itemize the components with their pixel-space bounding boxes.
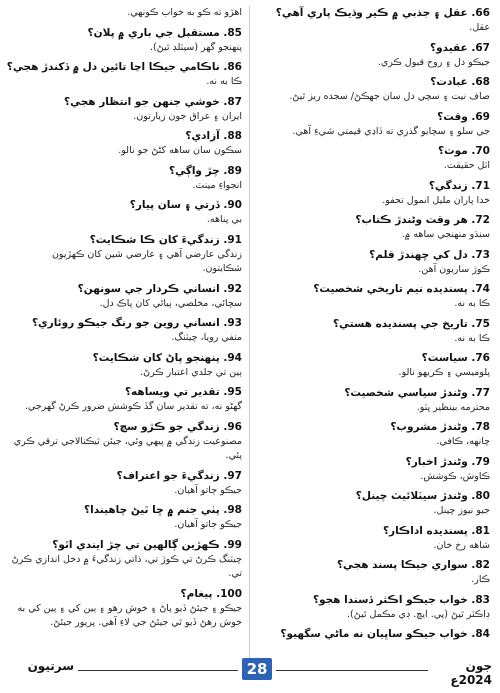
answer: پلوميسي ۽ ڪريهو نالو. — [398, 367, 490, 378]
question: 92. انساني ڪردار جي سونهن؟ — [77, 282, 242, 295]
answer: ايران ۽ عراق جون زيارتون. — [133, 110, 242, 122]
answer: ٻين تي جلدي اعتبار ڪرڻ. — [140, 366, 242, 378]
qa-item — [10, 129, 242, 159]
answer: ڪار. — [471, 574, 490, 585]
qa-item — [258, 593, 490, 623]
answer: جيو نيوز چينل. — [433, 505, 490, 516]
question: 95. تقدير تي ويساهه؟ — [124, 386, 242, 398]
qa-item — [10, 26, 242, 56]
qa-item — [10, 420, 242, 464]
qa-item — [258, 317, 490, 347]
question: 93. انساني روين جو رنگ جيڪو روئاري؟ — [31, 317, 242, 329]
qa-item — [258, 489, 490, 519]
answer: ڪا به نه. — [454, 332, 490, 344]
qa-item — [258, 179, 490, 209]
answer: سڪون سان ساهه کڻڻ جو نالو. — [118, 145, 242, 156]
qa-item — [10, 198, 242, 228]
answer: شاهه رخ خان. — [433, 539, 490, 551]
qa-item — [258, 351, 490, 381]
answer: محترمه بينظير ڀٽو. — [416, 401, 490, 413]
question: 99. ڪهڙين ڳالهين تي چڙ ايندي اٿو؟ — [52, 538, 242, 551]
qa-item — [10, 164, 242, 194]
qa-item — [258, 6, 490, 36]
qa-item — [10, 587, 242, 631]
issue-date: جون 2024ع — [450, 659, 492, 687]
question: 78. وڻندڙ مشروب؟ — [390, 421, 490, 433]
answer: جيڪو دل ۽ روح قبول ڪري. — [377, 56, 490, 68]
qa-item — [10, 351, 242, 381]
qa-item — [258, 455, 490, 485]
question: 75. تاريخ جي پسنديده هستي؟ — [332, 317, 490, 330]
question: 79. وڻندڙ اخبار؟ — [405, 455, 490, 468]
qa-item — [258, 282, 490, 312]
qa-item — [10, 316, 242, 346]
answer: خدا پاران مليل انمول تحفو. — [382, 194, 490, 206]
question: 89. چڙ واڳي؟ — [169, 164, 242, 177]
qa-item — [10, 6, 242, 21]
answer: بي پناهه. — [206, 214, 242, 225]
qa-item — [258, 75, 490, 105]
qa-item — [10, 469, 242, 499]
question: 76. سياست؟ — [421, 352, 490, 364]
answer: ڪوڙ ساريون آهن. — [418, 263, 490, 275]
qa-item — [258, 213, 490, 243]
magazine-name: سرتيون — [27, 659, 74, 673]
question: 85. مستقبل جي باري ۾ پلان؟ — [87, 26, 242, 39]
question: 67. عقيدو؟ — [430, 41, 490, 54]
question: 96. زندگي جو ڪڙو سچ؟ — [113, 420, 242, 433]
question: 77. وڻندڙ سياسي شخصيت؟ — [344, 386, 490, 399]
answer: جيڪو ڄاتو آهيان. — [174, 519, 242, 530]
answer: سچائي، مخلصي، ٻيائي کان پاڪ دل. — [99, 297, 242, 309]
question: 87. خوشي جنهن جو انتظار هجي؟ — [64, 95, 242, 108]
answer: منفي رويا، چيٽنگ. — [171, 332, 242, 343]
answer: جيڪو ڄاتو آهيان. — [174, 484, 242, 496]
page-number: 28 — [242, 658, 272, 680]
question: 84. خواب جيڪو ساڀيان نه ماڻي سگهيو؟ — [280, 628, 490, 640]
answer: جيڪو ۽ جيئڻ ڏيو پاڻ ۽ خوش رهو ۽ ٻين کي ۽ ٻين کي به خوش رهڻ ڏيو ٿي جيئڻ جي لاءِ آهي. پريور جيئڻ. — [17, 602, 242, 628]
question: 71. زندگي؟ — [428, 179, 490, 192]
column-divider — [249, 6, 250, 658]
qa-item — [10, 282, 242, 312]
answer: انجواءِ مينٽ. — [192, 179, 242, 191]
question: 88. آزادي؟ — [185, 130, 242, 142]
qa-item — [10, 538, 242, 582]
answer: ڪاوش، ڪوشش. — [420, 470, 490, 482]
question: 81. پسنديده اداڪار؟ — [382, 524, 490, 537]
answer: زندگي عارضي آهي ۽ عارضي شين کان ڪهڙيون شڪايتون. — [51, 248, 242, 274]
question: 68. عبادت؟ — [430, 76, 490, 88]
qa-item — [10, 503, 242, 533]
answer: جي سلو ۽ سچايو گذري ته ڏاڍي قيمتي شيءِ آهي. — [292, 125, 490, 137]
answer: گهڻو نه، ته تقدير سان گڏ ڪوشش ضرور ڪرڻ گهرجي. — [24, 401, 242, 412]
answer: عقل. — [469, 22, 490, 33]
qa-item — [258, 41, 490, 71]
question: 80. وڻندڙ سيٽلائيٽ چينل؟ — [355, 490, 490, 502]
question: 100. پيغام؟ — [180, 587, 242, 600]
question: 97. زندگيءَ جو اعتراف؟ — [116, 469, 242, 482]
qa-item — [258, 386, 490, 416]
qa-item — [258, 110, 490, 140]
answer: صاف نيت ۽ سچي دل سان جهڪڻ/ سجده ريز ٿيڻ. — [289, 91, 490, 102]
answer: مصنوعيت زندگي ۾ پيهي وئي، جيئن ٽيڪنالاجي ترقي ڪري پئي. — [13, 435, 242, 461]
answer: اهڙو ته ڪو به خواب ڪونهي. — [127, 7, 242, 18]
answer: اٽل حقيقت. — [443, 160, 490, 171]
question: 98. پٺي جنم ۾ ڇا ٿيڻ چاهيندا؟ — [84, 504, 242, 516]
answer: چانهه، ڪافي. — [436, 436, 490, 447]
answer: ڪا به نه. — [206, 76, 242, 87]
page-footer — [8, 656, 492, 686]
qa-item — [258, 420, 490, 450]
question: 69. وقت؟ — [437, 110, 490, 123]
answer: چيٽنگ ڪرڻ تي ڪوڙ تي، ذاتي زندگيءَ ۾ دخل اندازي ڪرڻ تي. — [11, 553, 242, 579]
footer-rule-right — [276, 670, 428, 671]
left-column — [6, 6, 242, 636]
question: 82. سواري جيڪا پسند هجي؟ — [336, 559, 490, 571]
qa-item — [258, 558, 490, 588]
answer: ڪا به نه. — [454, 298, 490, 309]
qa-item — [6, 60, 242, 90]
answer: پنهنجو گهر (سيٽلڊ ٿيڻ). — [150, 41, 242, 53]
question: 74. پسنديده نيم تاريخي شخصيت؟ — [313, 283, 490, 295]
answer: سنڌو منهنجي ساهه ۾. — [401, 229, 490, 240]
qa-item — [258, 144, 490, 174]
footer-rule-left — [78, 670, 238, 671]
question: 72. هر وقت وڻندڙ ڪتاب؟ — [355, 214, 490, 226]
question: 73. دل کي ڇهندڙ قلم؟ — [369, 248, 490, 261]
qa-item — [258, 627, 490, 642]
question: 86. ناڪامي جيڪا اڃا تائين دل ۾ ڏکندڙ هجي؟ — [6, 61, 242, 73]
answer: ڊاڪٽر ٿيڻ (پي. ايڇ. ڊي مڪمل ٿيڻ). — [347, 608, 490, 620]
question: 94. پنهنجو پاڻ کان شڪايت؟ — [92, 351, 242, 364]
qa-item — [10, 95, 242, 125]
question: 70. موت؟ — [438, 145, 490, 157]
right-column — [258, 6, 490, 642]
question: 66. عقل ۽ جذبي ۾ ڪير وڌيڪ پاري آهي؟ — [275, 7, 490, 19]
question: 83. خواب جيڪو اڪثر ڏسندا هجو؟ — [312, 593, 490, 606]
qa-item — [258, 248, 490, 278]
qa-item — [10, 385, 242, 415]
qa-item — [10, 233, 242, 277]
question: 90. ڏرتي ۽ سان پيار؟ — [129, 199, 242, 211]
qa-item — [258, 524, 490, 554]
question: 91. زندگيءَ کان ڪا شڪايت؟ — [89, 233, 242, 246]
